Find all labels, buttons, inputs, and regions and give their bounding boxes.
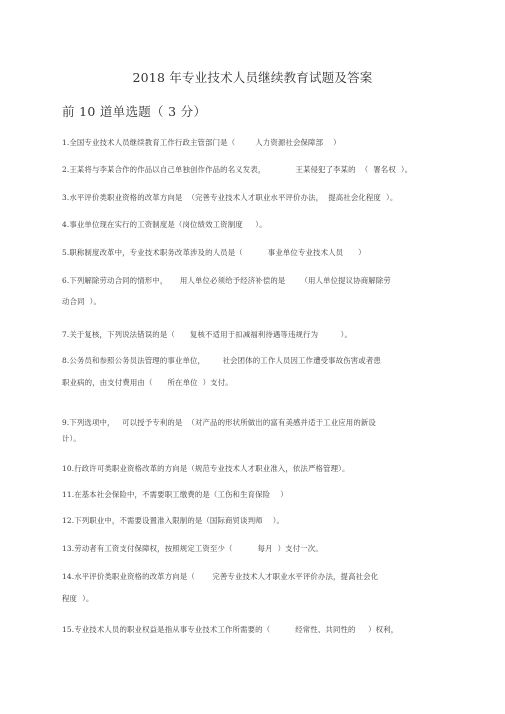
question-9-continuation: 计）。 [62, 434, 81, 443]
question-6: 6.下列解除劳动合同的情形中， 用人单位必须给予经济补偿的是 （用人单位提议协商解除劳 [62, 276, 391, 285]
question-7: 7.关于复核，下列说法错误的是（ 复核不适用于扣减福利待遇等违规行为 ）。 [62, 330, 352, 339]
question-13: 13.劳动者有工资支付保障权，按照规定工资至少（ 每月 ）支付一次。 [62, 544, 323, 553]
question-6-continuation: 动合同 ）。 [62, 297, 102, 306]
page-title: 2018 年专业技术人员继续教育试题及答案 [132, 70, 373, 85]
question-15: 15.专业技术人员的职业权益是指从事专业技术工作所需要的（ 经常性、共同性的 ）权利， [62, 625, 399, 634]
question-2: 2.王某将与李某合作的作品以自己单独创作作品的名义发表， 王某侵犯了李某的 （ 署名权 ）。 [62, 165, 413, 174]
question-8-continuation: 职业病的，由支付费用由（ 所在单位 ）支付。 [62, 378, 233, 387]
question-14-continuation: 程度 ）。 [62, 594, 94, 603]
question-11: 11.在基本社会保险中，不需要职工缴费的是（工伤和生育保险 ） [62, 490, 288, 499]
question-3: 3.水平评价类职业资格的改革方向是 （完善专业技术人才职业水平评价办法， 提高社会化程度 ）。 [62, 193, 398, 202]
question-14: 14.水平评价类职业资格的改革方向是（ 完善专业技术人才职业水平评价办法，提高社会化 [62, 572, 379, 581]
question-8: 8.公务员和参照公务员法管理的事业单位， 社会团体的工作人员因工作遭受事故伤害或者患 [62, 356, 381, 365]
question-4: 4.事业单位现在实行的工资制度是（岗位绩效工资制度 ）。 [62, 220, 267, 229]
question-12: 12.下列职业中，不需要设置准入限制的是（国际商贸谈判师 ）。 [62, 516, 285, 525]
question-10: 10.行政许可类职业资格改革的方向是（规范专业技术人才职业准入，依法严格管理）。 [62, 464, 350, 473]
question-9: 9.下列选项中， 可以授予专利的是 （对产品的形状所做出的富有美感并适于工业应用的新设 [62, 418, 376, 427]
question-1: 1.全国专业技术人员继续教育工作行政主管部门是（ 人力资源社会保障部 ） [62, 138, 341, 147]
section-heading: 前 10 道单选题（ 3 分） [62, 104, 207, 119]
question-5: 5.职称制度改革中，专业技术职务改革涉及的人员是（ 事业单位专业技术人员 ） [62, 248, 366, 257]
